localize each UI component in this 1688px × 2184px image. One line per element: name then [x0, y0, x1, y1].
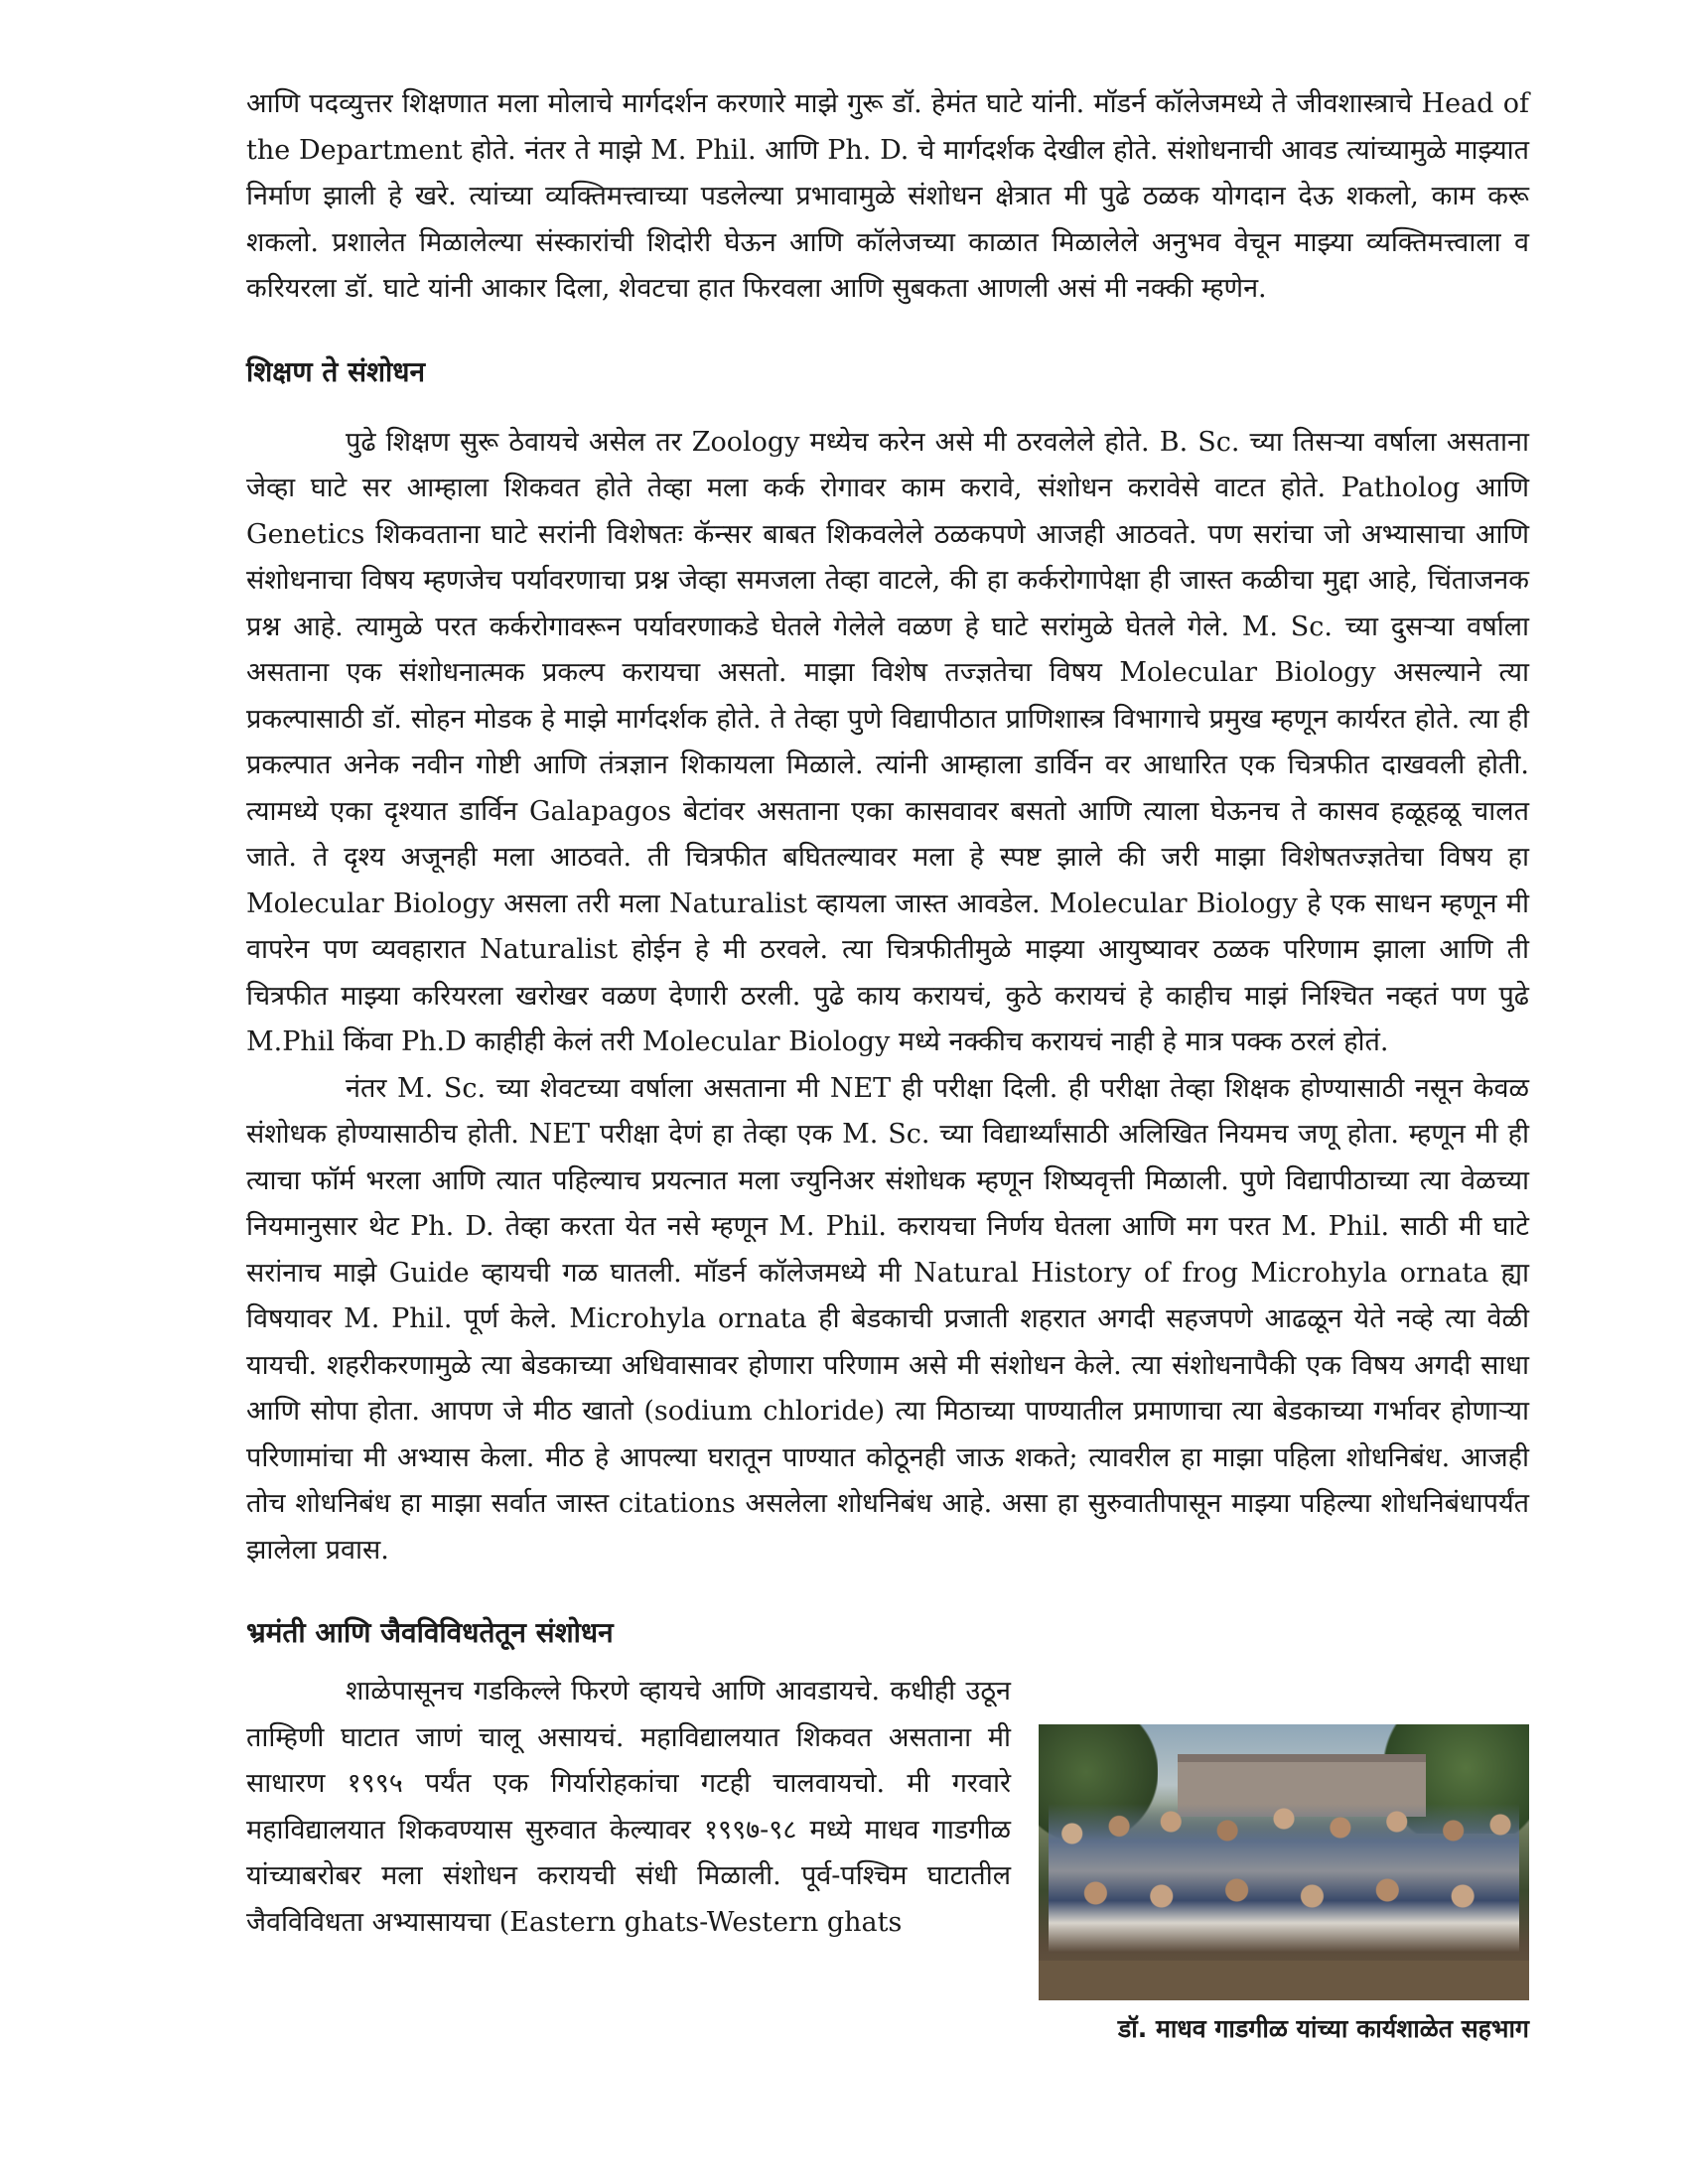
section-heading-education-to-research: शिक्षण ते संशोधन [246, 354, 426, 388]
section-travel-biodiversity [246, 1669, 1529, 2043]
workshop-group-photo [1039, 1724, 1529, 2000]
intro-paragraph: आणि पदव्युत्तर शिक्षणात मला मोलाचे मार्गदर्शन करणारे माझे गुरू डॉ. हेमंत घाटे यांनी. मॉडर्न कॉलेजमध्ये ते जीवशास्त्राचे Head of the Department होते. नंतर ते माझे M. Phil. आणि Ph. D. चे मार्गदर्शक देखील होते. संशोधनाची आवड त्यांच्यामुळे माझ्यात निर्माण झाली हे खरे. त्यांच्या व्यक्तिमत्त्वाच्या पडलेल्या प्रभावामुळे संशोधन क्षेत्रात मी पुढे ठळक योगदान देऊ शकलो, काम करू शकलो. प्रशालेत मिळालेल्या संस्कारांची शिदोरी घेऊन आणि कॉलेजच्या काळात मिळालेले अनुभव वेचून माझ्या व्यक्तिमत्त्वाला व करियरला डॉ. घाटे यांनी आकार दिला, शेवटचा हात फिरवला आणि सुबकता आणली असं मी नक्की म्हणेन. [246, 88, 1529, 304]
paragraph-net-exam: नंतर M. Sc. च्या शेवटच्या वर्षाला असताना मी NET ही परीक्षा दिली. ही परीक्षा तेव्हा शिक्षक होण्यासाठी नसून केवळ संशोधक होण्यासाठीच होती. NET परीक्षा देणं हा तेव्हा एक M. Sc. च्या विद्यार्थ्यांसाठी अलिखित नियमच जणू होता. म्हणून मी ही त्याचा फॉर्म भरला आणि त्यात पहिल्याच प्रयत्नात मला ज्युनिअर संशोधक म्हणून शिष्यवृत्ती मिळाली. पुणे विद्यापीठाच्या त्या वेळच्या नियमानुसार थेट Ph. D. तेव्हा करता येत नसे म्हणून M. Phil. करायचा निर्णय घेतला आणि मग परत M. Phil. साठी मी घाटे सरांनाच माझे Guide व्हायची गळ घातली. मॉडर्न कॉलेजमध्ये मी Natural History of frog Microhyla ornata ह्या विषयावर M. Phil. पूर्ण केले. Microhyla ornata ही बेडकाची प्रजाती शहरात अगदी सहजपणे आढळून येते नव्हे त्या वेळी यायची. शहरीकरणामुळे त्या बेडकाच्या अधिवासावर होणारा परिणाम असे मी संशोधन केले. त्या संशोधनापैकी एक विषय अगदी साधा आणि सोपा होता. आपण जे मीठ खातो (sodium chloride) त्या मिठाच्या पाण्यातील प्रमाणाचा त्या बेडकाच्या गर्भावर होणाऱ्या परिणामांचा मी अभ्यास केला. मीठ हे आपल्या घरातून पाण्यात कोठूनही जाऊ शकते; त्यावरील हा माझा पहिला शोधनिबंध. आजही तोच शोधनिबंध हा माझा सर्वात जास्त citations असलेला शोधनिबंध आहे. असा हा सुरुवातीपासून माझ्या पहिल्या शोधनिबंधापर्यंत झालेला प्रवास. [246, 1072, 1529, 1566]
section-heading-travel-biodiversity: भ्रमंती आणि जैवविविधतेतून संशोधन [246, 1616, 614, 1649]
photo-caption: डॉ. माधव गाडगीळ यांच्या कार्यशाळेत सहभाग [1117, 2014, 1529, 2043]
workshop-figure [1039, 1724, 1529, 2046]
paragraph-travel: शाळेपासूनच गडकिल्ले फिरणे व्हायचे आणि आवडायचे. कधीही उठून ताम्हिणी घाटात जाणं चालू असायचं. महाविद्यालयात शिकवत असताना मी साधारण १९९५ पर्यंत एक गिर्यारोहकांचा गटही चालवायचो. मी गरवारे महाविद्यालयात शिकवण्यास सुरुवात केल्यावर १९९७-९८ मध्ये माधव गाडगीळ यांच्याबरोबर मला संशोधन करायची संधी मिळाली. पूर्व-पश्चिम घाटातील जैवविविधता अभ्यासायचा (Eastern ghats-Western ghats [246, 1676, 1011, 1938]
paragraph-zoology: पुढे शिक्षण सुरू ठेवायचे असेल तर Zoology मध्येच करेन असे मी ठरवलेले होते. B. Sc. च्या तिसऱ्या वर्षाला असताना जेव्हा घाटे सर आम्हाला शिकवत होते तेव्हा मला कर्क रोगावर काम करावे, संशोधन करावेसे वाटत होते. Patholog आणि Genetics शिकवताना घाटे सरांनी विशेषतः कॅन्सर बाबत शिकवलेले ठळकपणे आजही आठवते. पण सरांचा जो अभ्यासाचा आणि संशोधनाचा विषय म्हणजेच पर्यावरणाचा प्रश्न जेव्हा समजला तेव्हा वाटले, की हा कर्करोगापेक्षा ही जास्त कळीचा मुद्दा आहे, चिंताजनक प्रश्न आहे. त्यामुळे परत कर्करोगावरून पर्यावरणाकडे घेतले गेलेले वळण हे घाटे सरांमुळे घेतले गेले. M. Sc. च्या दुसऱ्या वर्षाला असताना एक संशोधनात्मक प्रकल्प करायचा असतो. माझा विशेष तज्ज्ञतेचा विषय Molecular Biology असल्याने त्या प्रकल्पासाठी डॉ. सोहन मोडक हे माझे मार्गदर्शक होते. ते तेव्हा पुणे विद्यापीठात प्राणिशास्त्र विभागाचे प्रमुख म्हणून कार्यरत होते. त्या ही प्रकल्पात अनेक नवीन गोष्टी आणि तंत्रज्ञान शिकायला मिळाले. त्यांनी आम्हाला डार्विन वर आधारित एक चित्रफीत दाखवली होती. त्यामध्ये एका दृश्यात डार्विन Galapagos बेटांवर असताना एका कासवावर बसतो आणि त्याला घेऊनच ते कासव हळूहळू चालत जाते. ते दृश्य अजूनही मला आठवते. ती चित्रफीत बघितल्यावर मला हे स्पष्ट झाले की जरी माझा विशेषतज्ज्ञतेचा विषय हा Molecular Biology असला तरी मला Naturalist व्हायला जास्त आवडेल. Molecular Biology हे एक साधन म्हणून मी वापरेन पण व्यवहारात Naturalist होईन हे मी ठरवले. त्या चित्रफीतीमुळे माझ्या आयुष्यावर ठळक परिणाम झाला आणि ती चित्रफीत माझ्या करियरला खरोखर वळण देणारी ठरली. पुढे काय करायचं, कुठे करायचं हे काहीच माझं निश्चित नव्हतं पण पुढे M.Phil किंवा Ph.D काहीही केलं तरी Molecular Biology मध्ये नक्कीच करायचं नाही हे मात्र पक्क ठरलं होतं. [246, 426, 1529, 1057]
